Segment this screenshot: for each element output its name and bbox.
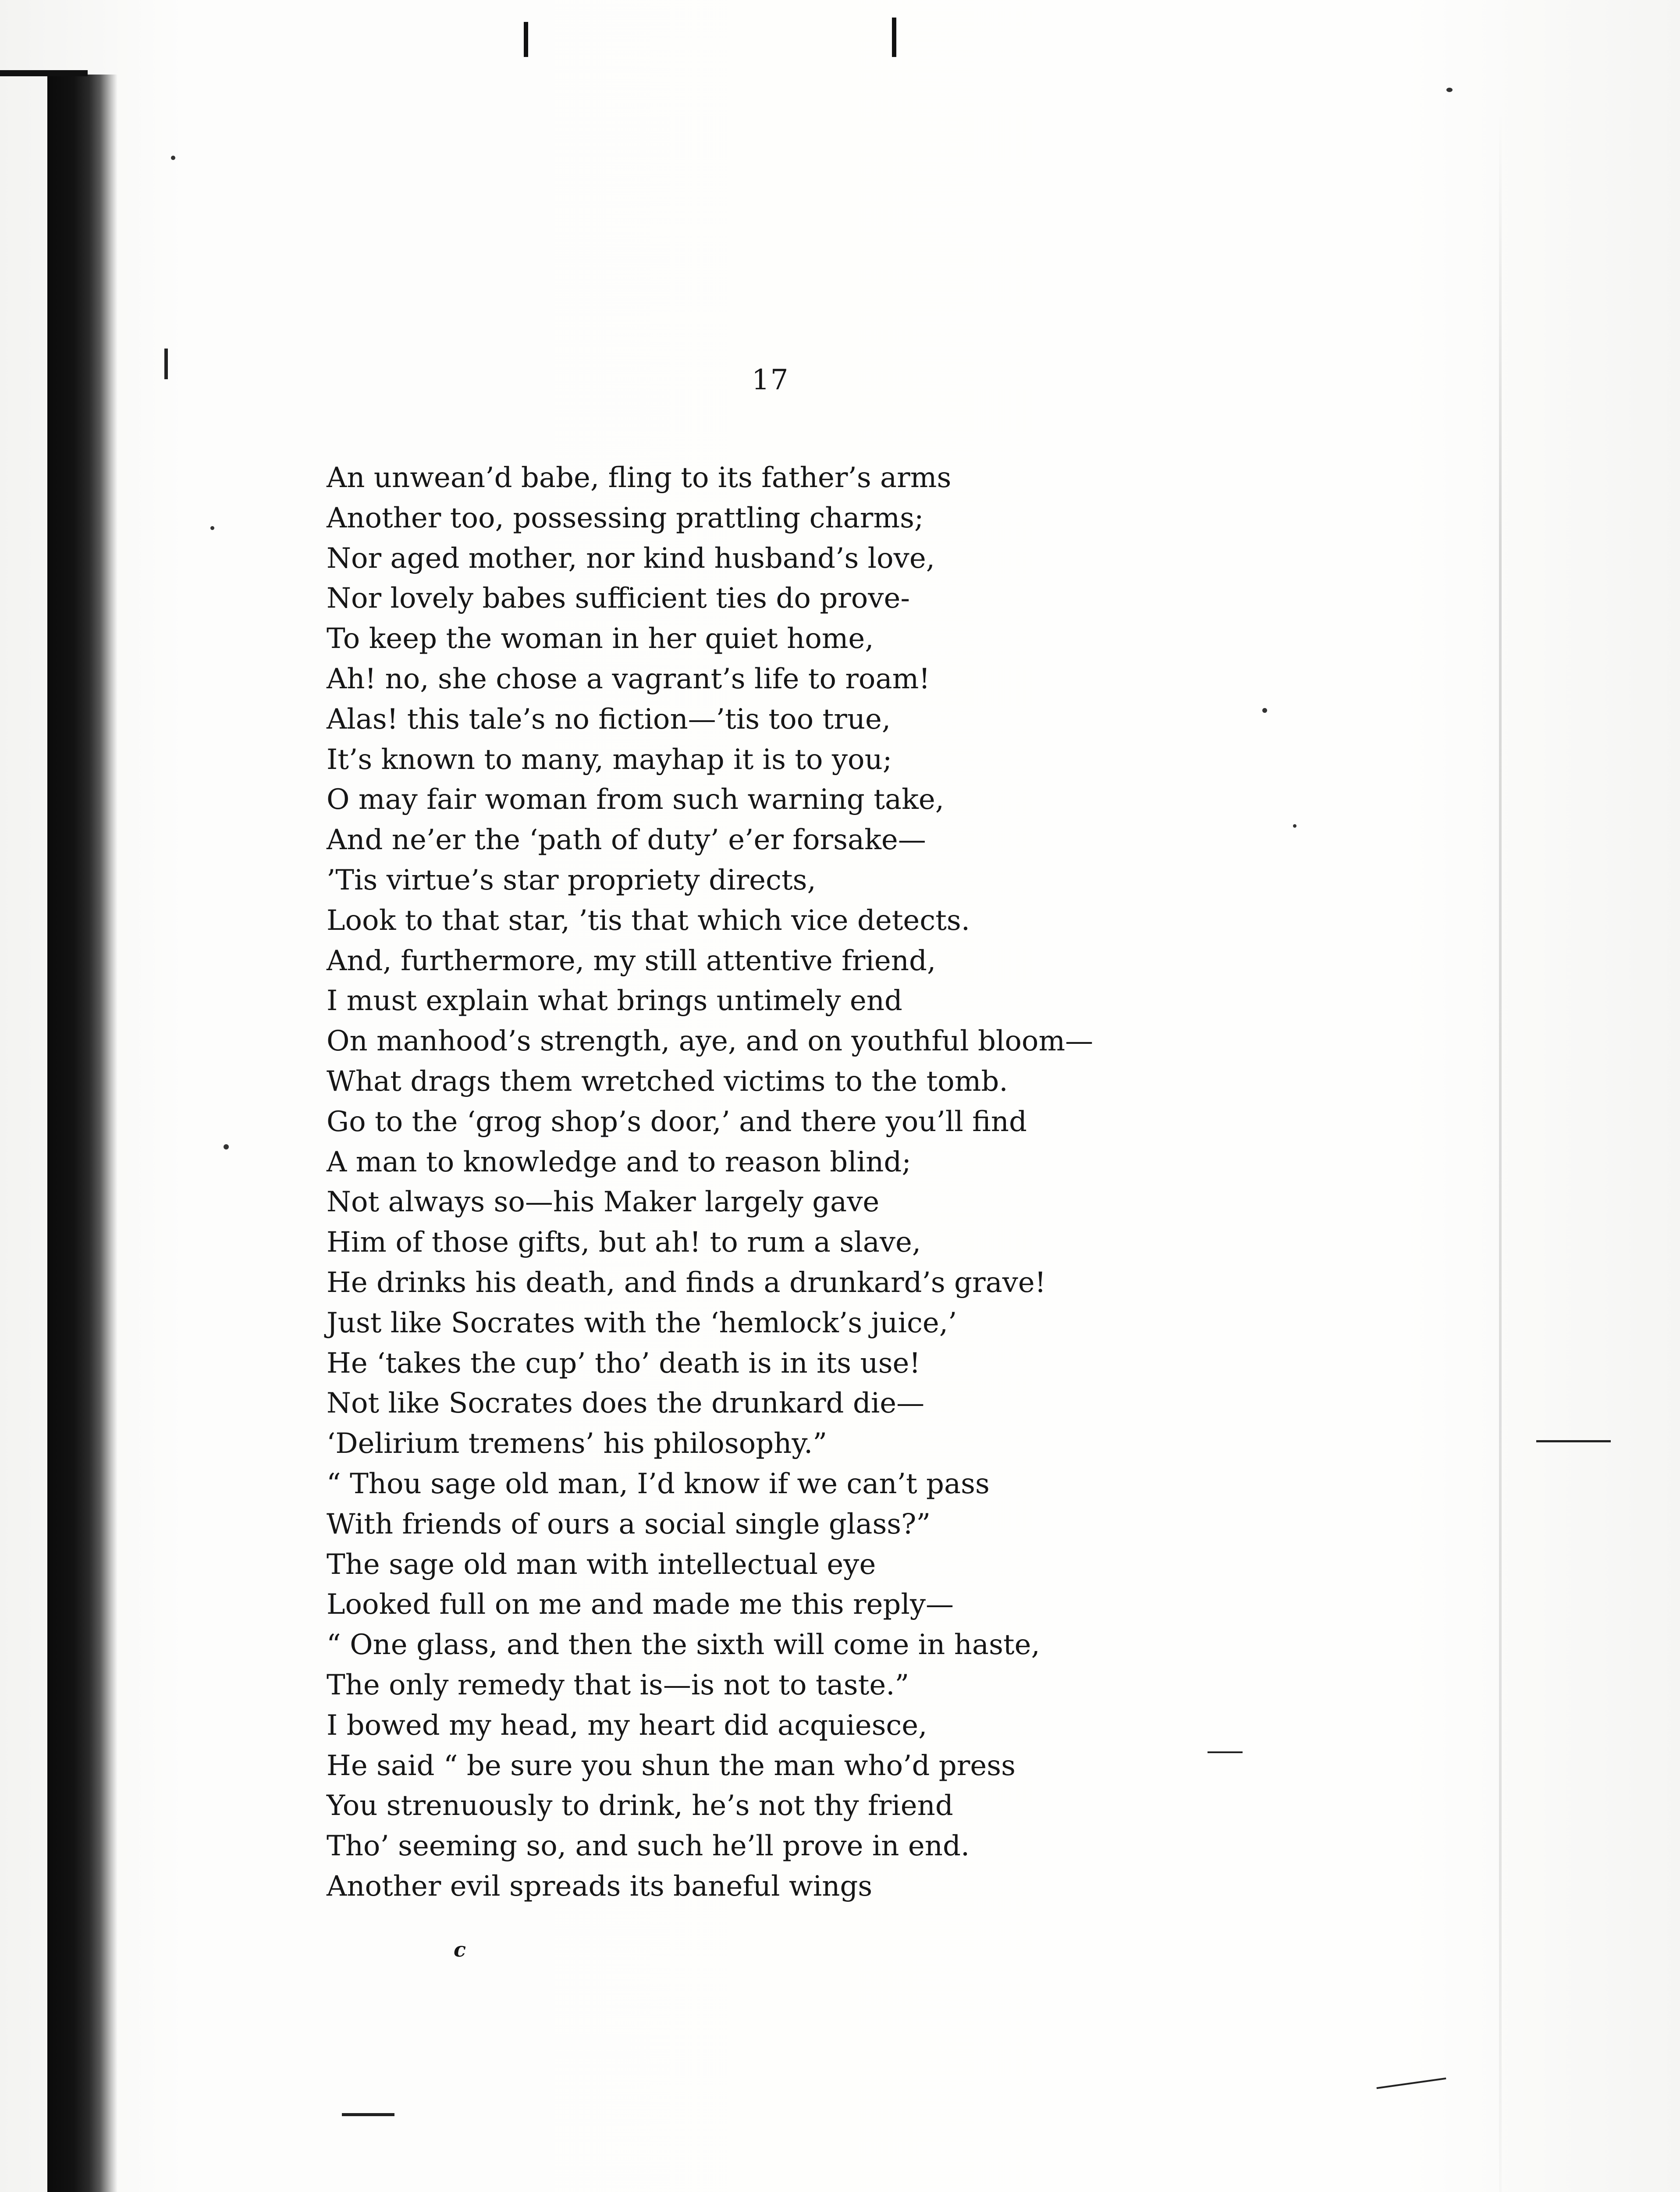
poem-line: Just like Socrates with the ‘hemlock’s juice,’ bbox=[327, 1306, 957, 1339]
page-right-edge bbox=[1499, 114, 1502, 2192]
speck bbox=[224, 1144, 229, 1149]
poem-line: O may fair woman from such warning take, bbox=[327, 783, 945, 816]
poem-line: To keep the woman in her quiet home, bbox=[327, 623, 874, 655]
poem-line: The only remedy that is—is not to taste.” bbox=[327, 1669, 909, 1701]
speck bbox=[1446, 88, 1453, 92]
poem-line: You strenuously to drink, he’s not thy friend bbox=[327, 1790, 953, 1822]
scan-tick-top-left bbox=[524, 22, 528, 57]
poem-line: I bowed my head, my heart did acquiesce, bbox=[327, 1709, 927, 1742]
poem-line: Another too, possessing prattling charms; bbox=[327, 502, 924, 534]
poem-line: Another evil spreads its baneful wings bbox=[327, 1870, 873, 1903]
stray-mark-bottom-right bbox=[1377, 2078, 1446, 2089]
poem-line: Ah! no, she chose a vagrant’s life to roam! bbox=[327, 662, 930, 695]
poem-text bbox=[327, 458, 1422, 1907]
signature-mark: c bbox=[454, 1938, 466, 1961]
poem-line: And ne’er the ‘path of duty’ e’er forsake— bbox=[327, 824, 926, 857]
poem-line: Look to that star, ’tis that which vice detects. bbox=[327, 904, 970, 937]
poem-line: With friends of ours a social single glass?” bbox=[327, 1508, 931, 1541]
poem-line: On manhood’s strength, aye, and on youthful bloom— bbox=[327, 1025, 1094, 1058]
poem-line: A man to knowledge and to reason blind; bbox=[327, 1146, 911, 1178]
stray-mark-right bbox=[1536, 1440, 1611, 1442]
poem-line: “ One glass, and then the sixth will come in haste, bbox=[327, 1629, 1040, 1662]
poem-line: “ Thou sage old man, I’d know if we can’t pass bbox=[327, 1467, 990, 1500]
poem-line: He said “ be sure you shun the man who’d press bbox=[327, 1749, 1016, 1782]
poem-line: Nor aged mother, nor kind husband’s love, bbox=[327, 542, 935, 575]
poem-line: Go to the ‘grog shop’s door,’ and there you’ll find bbox=[327, 1105, 1027, 1138]
poem-line: He ‘takes the cup’ tho’ death is in its use! bbox=[327, 1347, 921, 1380]
stray-mark-left-top bbox=[164, 349, 168, 379]
poem-line: Alas! this tale’s no fiction—’tis too true, bbox=[327, 703, 891, 736]
poem-line: An unwean’d babe, fling to its father’s arms bbox=[327, 462, 952, 494]
binding-shadow bbox=[47, 75, 117, 2192]
poem-line: ‘Delirium tremens’ his philosophy.” bbox=[327, 1427, 828, 1460]
poem-line: Nor lovely babes sufficient ties do prove- bbox=[327, 582, 910, 615]
poem-line: Looked full on me and made me this reply— bbox=[327, 1588, 954, 1621]
stray-mark-bottom-left bbox=[342, 2113, 394, 2116]
poem-line: Not always so—his Maker largely gave bbox=[327, 1186, 880, 1219]
binding-top-edge bbox=[0, 70, 88, 76]
speck bbox=[210, 526, 214, 530]
poem-line: ’Tis virtue’s star propriety directs, bbox=[327, 864, 816, 897]
speck bbox=[171, 156, 175, 160]
poem-line: Tho’ seeming so, and such he’ll prove in end. bbox=[327, 1830, 970, 1863]
poem-line: Him of those gifts, but ah! to rum a slave, bbox=[327, 1226, 921, 1259]
poem-line: What drags them wretched victims to the tomb. bbox=[327, 1065, 1008, 1098]
page-number: 17 bbox=[752, 364, 789, 396]
poem-line: He drinks his death, and finds a drunkard’s grave! bbox=[327, 1266, 1046, 1299]
poem-line: The sage old man with intellectual eye bbox=[327, 1548, 876, 1581]
poem-line: I must explain what brings untimely end bbox=[327, 985, 902, 1018]
poem-line: Not like Socrates does the drunkard die— bbox=[327, 1387, 925, 1420]
poem-line: And, furthermore, my still attentive friend, bbox=[327, 944, 936, 977]
scan-tick-top-right bbox=[892, 18, 896, 57]
poem-line: It’s known to many, mayhap it is to you; bbox=[327, 743, 892, 776]
